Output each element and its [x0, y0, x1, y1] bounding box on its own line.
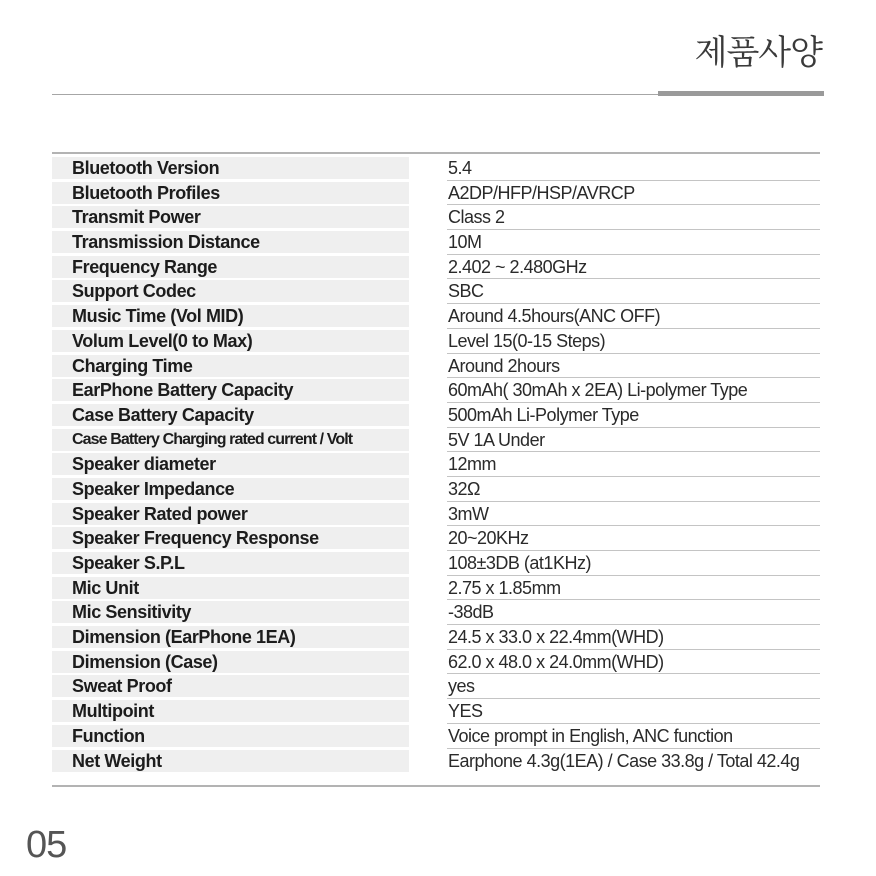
spec-label: Bluetooth Profiles	[52, 182, 409, 204]
spec-value: -38dB	[447, 600, 820, 625]
spec-row	[52, 650, 820, 675]
spec-label: Speaker Rated power	[52, 503, 409, 525]
spec-label: Multipoint	[52, 700, 409, 722]
spec-row	[52, 403, 820, 428]
spec-label: Mic Sensitivity	[52, 601, 409, 623]
spec-value: 2.75 x 1.85mm	[447, 576, 820, 601]
spec-value: Around 2hours	[447, 354, 820, 379]
spec-row	[52, 181, 820, 206]
spec-value: 2.402 ~ 2.480GHz	[447, 255, 820, 280]
spec-label: Speaker diameter	[52, 453, 409, 475]
spec-row	[52, 600, 820, 625]
spec-row	[52, 576, 820, 601]
spec-label: Speaker Impedance	[52, 478, 409, 500]
spec-value: 24.5 x 33.0 x 22.4mm(WHD)	[447, 625, 820, 650]
spec-value: Class 2	[447, 205, 820, 230]
spec-label: Support Codec	[52, 280, 409, 302]
spec-value: Level 15(0-15 Steps)	[447, 329, 820, 354]
spec-row	[52, 477, 820, 502]
spec-row	[52, 749, 820, 774]
spec-label: Charging Time	[52, 355, 409, 377]
spec-value: 60mAh( 30mAh x 2EA) Li-polymer Type	[447, 378, 820, 403]
spec-value: Voice prompt in English, ANC function	[447, 724, 820, 749]
spec-row	[52, 230, 820, 255]
spec-label: Frequency Range	[52, 256, 409, 278]
spec-row	[52, 378, 820, 403]
spec-value: 5V 1A Under	[447, 428, 820, 453]
spec-row	[52, 724, 820, 749]
spec-value: YES	[447, 699, 820, 724]
spec-value: 3mW	[447, 502, 820, 527]
spec-label: Speaker Frequency Response	[52, 527, 409, 549]
spec-row	[52, 502, 820, 527]
spec-row	[52, 354, 820, 379]
spec-value: A2DP/HFP/HSP/AVRCP	[447, 181, 820, 206]
spec-row	[52, 255, 820, 280]
spec-label: Dimension (Case)	[52, 651, 409, 673]
spec-label: Speaker S.P.L	[52, 552, 409, 574]
spec-row	[52, 452, 820, 477]
spec-value: 500mAh Li-Polymer Type	[447, 403, 820, 428]
spec-value: 10M	[447, 230, 820, 255]
spec-label: Case Battery Capacity	[52, 404, 409, 426]
spec-row	[52, 699, 820, 724]
spec-label: Case Battery Charging rated current / Volt	[52, 429, 409, 451]
spec-row	[52, 156, 820, 181]
spec-value: yes	[447, 674, 820, 699]
spec-label: Transmission Distance	[52, 231, 409, 253]
spec-label: Sweat Proof	[52, 675, 409, 697]
spec-label: EarPhone Battery Capacity	[52, 379, 409, 401]
spec-label: Volum Level(0 to Max)	[52, 330, 409, 352]
page-title: 제품사양	[694, 33, 822, 73]
spec-row	[52, 205, 820, 230]
spec-value: Around 4.5hours(ANC OFF)	[447, 304, 820, 329]
spec-value: 108±3DB (at1KHz)	[447, 551, 820, 576]
spec-row	[52, 329, 820, 354]
spec-value: 5.4	[447, 156, 820, 181]
spec-value: 20~20KHz	[447, 526, 820, 551]
spec-value: 12mm	[447, 452, 820, 477]
spec-label: Transmit Power	[52, 206, 409, 228]
spec-label: Function	[52, 725, 409, 747]
header-accent-bar	[658, 91, 824, 96]
spec-label: Mic Unit	[52, 577, 409, 599]
spec-row	[52, 428, 820, 453]
spec-label: Bluetooth Version	[52, 157, 409, 179]
spec-label: Music Time (Vol MID)	[52, 305, 409, 327]
spec-row	[52, 674, 820, 699]
spec-value: 32Ω	[447, 477, 820, 502]
spec-row	[52, 526, 820, 551]
spec-value: SBC	[447, 279, 820, 304]
spec-row	[52, 279, 820, 304]
page-number: 05	[26, 824, 67, 866]
spec-value: Earphone 4.3g(1EA) / Case 33.8g / Total 42.4g	[448, 750, 800, 771]
spec-row	[52, 551, 820, 576]
spec-label: Net Weight	[52, 750, 409, 772]
spec-row	[52, 625, 820, 650]
spec-table	[52, 152, 820, 787]
spec-row	[52, 304, 820, 329]
spec-value: 62.0 x 48.0 x 24.0mm(WHD)	[447, 650, 820, 675]
spec-label: Dimension (EarPhone 1EA)	[52, 626, 409, 648]
